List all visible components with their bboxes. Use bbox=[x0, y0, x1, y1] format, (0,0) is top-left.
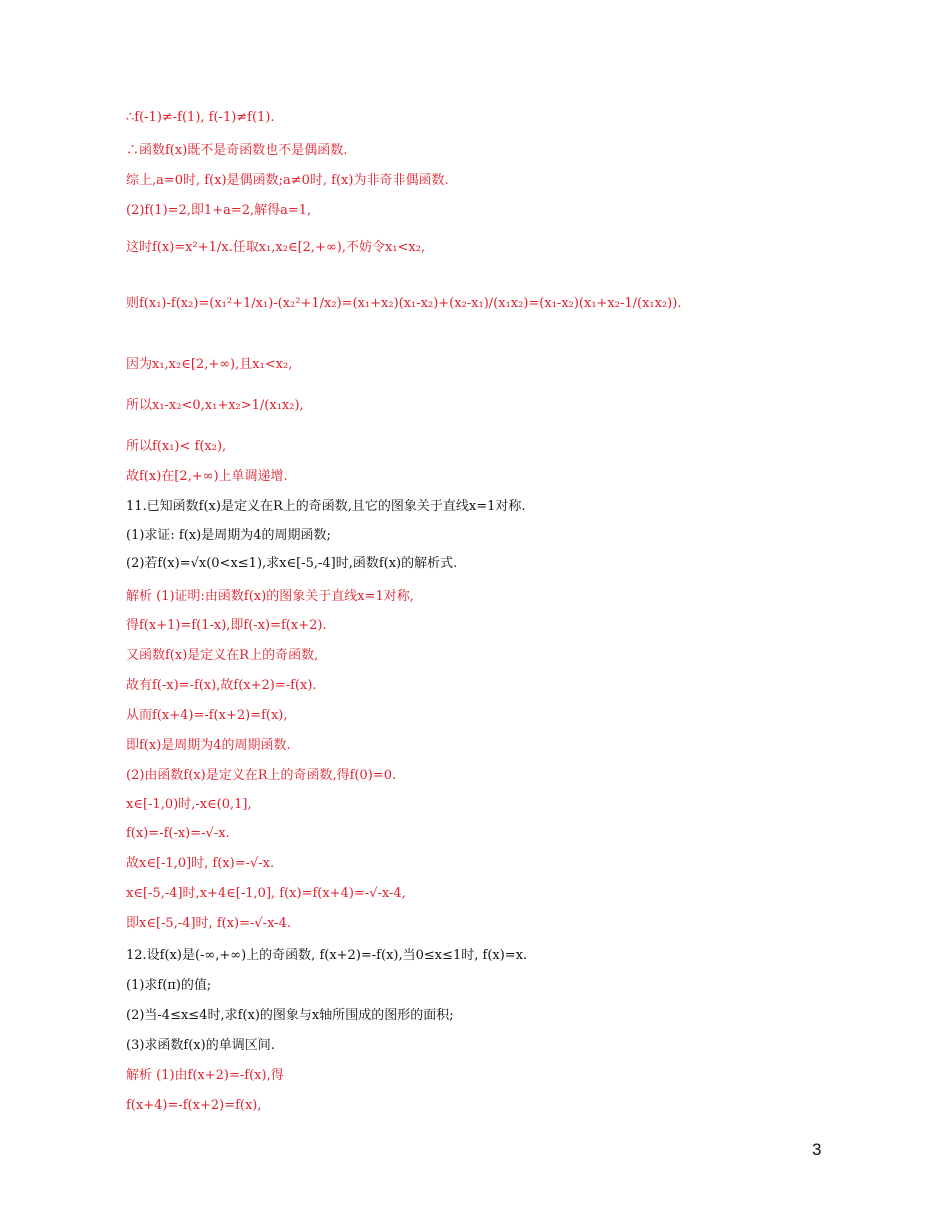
text-line: 所以x₁-x₂<0,x₁+x₂>1/(x₁x₂), bbox=[126, 398, 304, 413]
text-line: 则f(x₁)-f(x₂)=(x₁²+1/x₁)-(x₂²+1/x₂)=(x₁+x₂)(x₁-x₂)+(x₂-x₁)/(x₁x₂)=(x₁-x₂)(x₁+x₂-1/(x₁x₂)). bbox=[126, 296, 682, 311]
text-line: (1)求f(π)的值; bbox=[126, 978, 212, 993]
text-line: 11.已知函数f(x)是定义在R上的奇函数,且它的图象关于直线x=1对称. bbox=[126, 499, 526, 514]
text-line: f(x)=-f(-x)=-√-x. bbox=[126, 826, 230, 841]
text-line: (2)当-4≤x≤4时,求f(x)的图象与x轴所围成的图形的面积; bbox=[126, 1008, 454, 1023]
text-line: 因为x₁,x₂∈[2,+∞),且x₁<x₂, bbox=[126, 357, 293, 372]
text-line: 即f(x)是周期为4的周期函数. bbox=[126, 738, 291, 753]
text-line: 所以f(x₁)< f(x₂), bbox=[126, 439, 227, 454]
text-line: 得f(x+1)=f(1-x),即f(-x)=f(x+2). bbox=[126, 618, 327, 633]
text-line: 解析 (1)证明:由函数f(x)的图象关于直线x=1对称, bbox=[126, 589, 414, 604]
text-line: 故x∈[-1,0]时, f(x)=-√-x. bbox=[126, 856, 275, 871]
text-line: ∴函数f(x)既不是奇函数也不是偶函数. bbox=[126, 143, 348, 158]
text-line: 从而f(x+4)=-f(x+2)=f(x), bbox=[126, 708, 288, 723]
text-line: (2)若f(x)=√x(0<x≤1),求x∈[-5,-4]时,函数f(x)的解析式. bbox=[126, 556, 458, 571]
text-line: 故有f(-x)=-f(x),故f(x+2)=-f(x). bbox=[126, 678, 317, 693]
text-line: (1)求证: f(x)是周期为4的周期函数; bbox=[126, 528, 331, 543]
text-line: (3)求函数f(x)的单调区间. bbox=[126, 1038, 275, 1053]
page-number: 3 bbox=[812, 1140, 822, 1159]
text-line: 又函数f(x)是定义在R上的奇函数, bbox=[126, 648, 319, 663]
text-line: x∈[-1,0)时,-x∈(0,1], bbox=[126, 797, 252, 812]
text-line: 即x∈[-5,-4]时, f(x)=-√-x-4. bbox=[126, 916, 291, 931]
text-line: (2)由函数f(x)是定义在R上的奇函数,得f(0)=0. bbox=[126, 768, 397, 783]
text-line: 故f(x)在[2,+∞)上单调递增. bbox=[126, 469, 288, 484]
text-line: x∈[-5,-4]时,x+4∈[-1,0], f(x)=f(x+4)=-√-x-4, bbox=[126, 886, 406, 901]
text-line: (2)f(1)=2,即1+a=2,解得a=1, bbox=[126, 203, 312, 218]
text-line: 解析 (1)由f(x+2)=-f(x),得 bbox=[126, 1068, 284, 1083]
text-line: 12.设f(x)是(-∞,+∞)上的奇函数, f(x+2)=-f(x),当0≤x≤1时, f(x)=x. bbox=[126, 948, 528, 963]
text-line: 综上,a=0时, f(x)是偶函数;a≠0时, f(x)为非奇非偶函数. bbox=[126, 173, 449, 188]
text-line: 这时f(x)=x²+1/x.任取x₁,x₂∈[2,+∞),不妨令x₁<x₂, bbox=[126, 240, 426, 255]
text-line: f(x+4)=-f(x+2)=f(x), bbox=[126, 1098, 262, 1113]
text-line: ∴f(-1)≠-f(1), f(-1)≠f(1). bbox=[126, 110, 275, 125]
